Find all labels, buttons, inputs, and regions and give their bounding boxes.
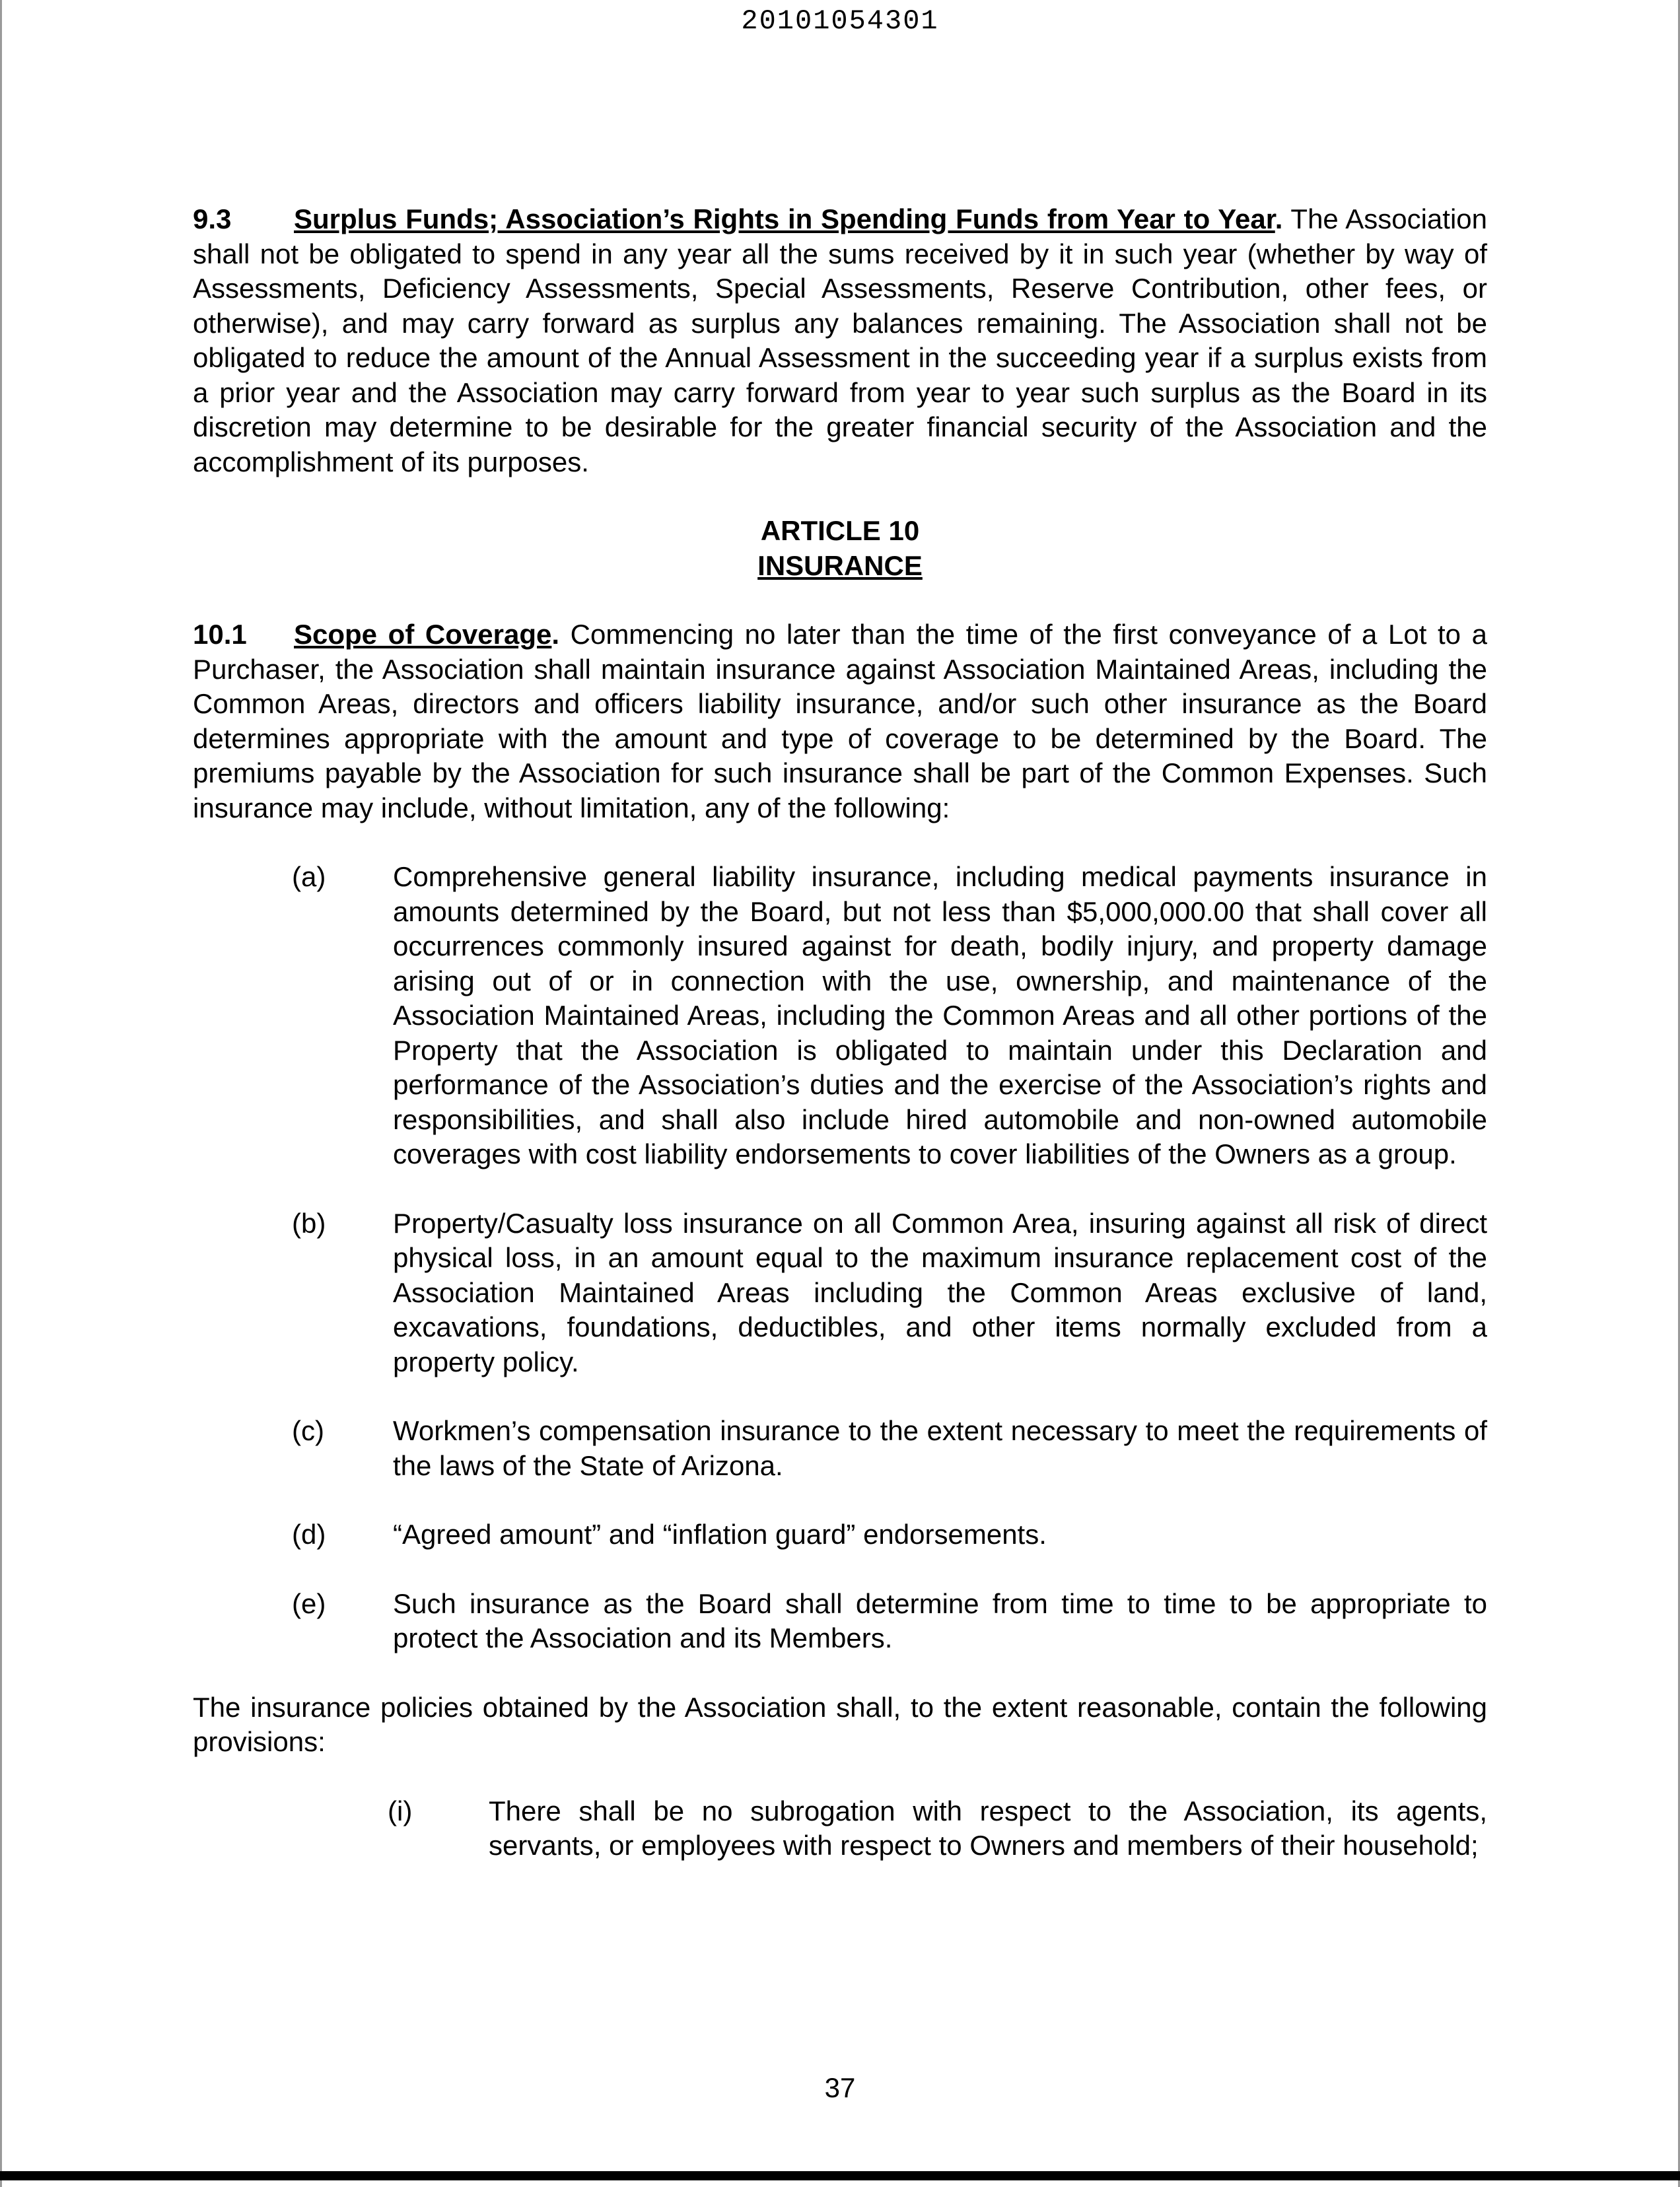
- bottom-rule: [0, 2171, 1680, 2180]
- section-body: Commencing no later than the time of the first conveyance of a Lot to a Purchaser, the Association shall maintain insurance against Association Maintained Areas, including the Common Areas, directors and officers liability insurance, and/or such other insurance as the Board determines appropriate with the amount and type of coverage to be determined by the Board. The premiums payable by the Association for such insurance shall be part of the Common Expenses. Such insurance may include, without limitation, any of the following:: [193, 619, 1487, 823]
- list-item-label: (b): [292, 1207, 326, 1239]
- list-item-text: Workmen’s compensation insurance to the extent necessary to meet the requirements of the laws of the State of Arizona.: [393, 1415, 1487, 1481]
- section-10-1: [193, 617, 1487, 825]
- list-item-label: (e): [292, 1587, 326, 1619]
- section-title: Surplus Funds; Association’s Rights in Spending Funds from Year to Year: [294, 203, 1275, 234]
- list-item-text: Comprehensive general liability insurance, including medical payments insurance in amounts determined by the Board, but not less than $5,000,000.00 that shall cover all occurrences commonly insured against for death, bodily injury, and property damage arising out of or in connection with the use, ownership, and maintenance of the Association Maintained Areas, including the Common Areas and all other portions of the Property that the Association is obligated to maintain under this Declaration and performance of the Association’s duties and the exercise of the Association’s rights and responsibilities, and shall also include hired automobile and non-owned automobile coverages with cost liability endorsements to cover liabilities of the Owners as a group.: [393, 861, 1487, 1169]
- list-item: [292, 1414, 1487, 1483]
- document-number: 20101054301: [741, 5, 939, 37]
- section-number: 10.1: [193, 619, 247, 650]
- coverage-list: [292, 860, 1487, 1656]
- list-item-label: (i): [388, 1795, 413, 1826]
- section-title: Scope of Coverage: [294, 619, 552, 650]
- list-item: [292, 1206, 1487, 1380]
- list-item-text: “Agreed amount” and “inflation guard” endorsements.: [393, 1519, 1047, 1550]
- provisions-intro: The insurance policies obtained by the Association shall, to the extent reasonable, contain the following provisions:: [193, 1691, 1487, 1757]
- scan-left-edge: [0, 0, 2, 2187]
- section-9-3: [193, 202, 1487, 479]
- list-item: [292, 1587, 1487, 1656]
- article-number: ARTICLE 10: [760, 515, 920, 546]
- section-number: 9.3: [193, 203, 232, 234]
- page-number: 37: [824, 2072, 856, 2103]
- list-item-text: Such insurance as the Board shall determine from time to time to be appropriate to protect the Association and its Members.: [393, 1587, 1487, 1653]
- list-item: [292, 1517, 1487, 1552]
- section-title-punct: .: [551, 619, 560, 650]
- section-title-punct: .: [1275, 203, 1283, 234]
- list-item-label: (a): [292, 861, 326, 892]
- page-body: [193, 202, 1487, 1863]
- list-item: [292, 860, 1487, 1172]
- section-body: The Association shall not be obligated to spend in any year all the sums received by it in such year (whether by way of Assessments, Deficiency Assessments, Special Assessments, Reserve Contribution, other fees, or otherwise), and may carry forward as surplus any balances remaining. The Association shall not be obligated to reduce the amount of the Annual Assessment in the succeeding year if a surplus exists from a prior year and the Association may carry forward from year to year such surplus as the Board in its discretion may determine to be desirable for the greater financial security of the Association and the accomplishment of its purposes.: [193, 203, 1488, 477]
- article-heading: [193, 514, 1487, 583]
- list-item-label: (c): [292, 1415, 324, 1446]
- list-item-label: (d): [292, 1519, 326, 1550]
- provision-list: [388, 1794, 1487, 1863]
- list-item-text: There shall be no subrogation with respect to the Association, its agents, servants, or employees with respect to Owners and members of their household;: [489, 1795, 1487, 1861]
- list-item-text: Property/Casualty loss insurance on all Common Area, insuring against all risk of direct physical loss, in an amount equal to the maximum insurance replacement cost of the Association Maintained Areas including the Common Areas exclusive of land, excavations, foundations, deductibles, and other items normally excluded from a property policy.: [393, 1207, 1487, 1377]
- article-title: INSURANCE: [757, 549, 923, 581]
- list-item: [388, 1794, 1487, 1863]
